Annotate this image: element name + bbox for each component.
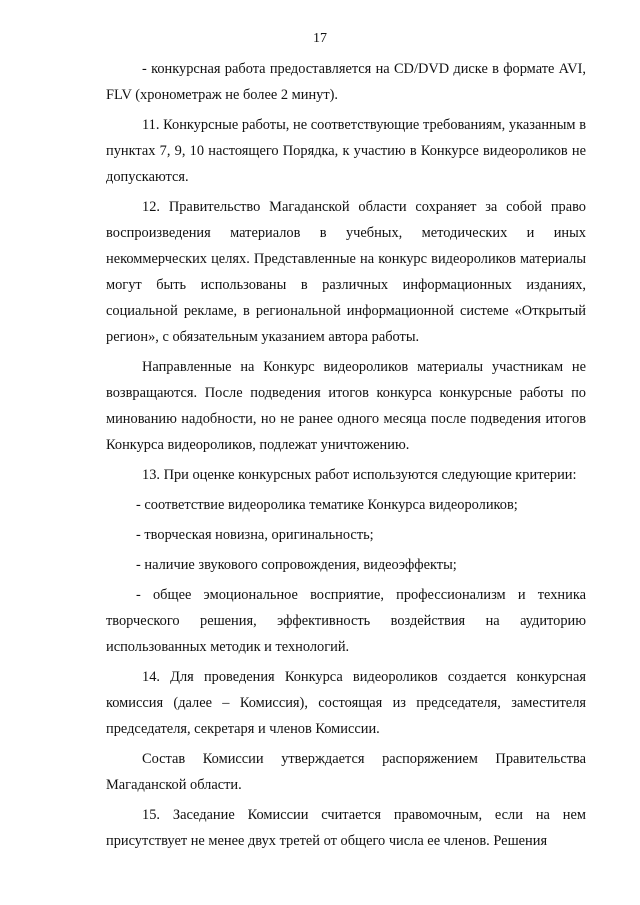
paragraph-media-format: - конкурсная работа предоставляется на CD/DVD диске в формате AVI, FLV (хронометраж не более 2 минут). [106,61,586,103]
paragraph-13: 13. При оценке конкурсных работ используются следующие критерии: [142,467,577,483]
criteria-item-perception: - общее эмоциональное восприятие, профессионализм и техника творческого решения, эффективность воздействия на аудиторию использованных методик и технологий. [106,587,586,655]
paragraph-15: 15. Заседание Комиссии считается правомочным, если на нем присутствует не менее двух третей от общего числа ее членов. Решения [106,807,586,849]
paragraph-12: 12. Правительство Магаданской области сохраняет за собой право воспроизведения материалов в учебных, методических и иных некоммерческих целях. Представленные на конкурс видеороликов материалы могут быть использованы в различных информационных изданиях, социальной рекламе, в региональной информационной системе «Открытый регион», с обязательным указанием автора работы. [106,199,586,345]
paragraph-commission-composition: Состав Комиссии утверждается распоряжением Правительства Магаданской области. [106,751,586,793]
paragraph-11: 11. Конкурсные работы, не соответствующие требованиям, указанным в пунктах 7, 9, 10 настоящего Порядка, к участию в Конкурсе видеороликов не допускаются. [106,117,586,185]
document-body [106,56,586,854]
criteria-item-sound: - наличие звукового сопровождения, видеоэффекты; [136,557,457,573]
paragraph-14: 14. Для проведения Конкурса видеороликов создается конкурсная комиссия (далее – Комиссия), состоящая из председателя, заместителя председателя, секретаря и членов Комиссии. [106,669,586,737]
paragraph-materials-return: Направленные на Конкурс видеороликов материалы участникам не возвращаются. После подведения итогов конкурса конкурсные работы по минованию надобности, но не ранее одного месяца после подведения итогов Конкурса видеороликов, подлежат уничтожению. [106,359,586,453]
criteria-item-theme: - соответствие видеоролика тематике Конкурса видеороликов; [136,497,518,513]
page-number: 17 [313,31,327,46]
criteria-item-novelty: - творческая новизна, оригинальность; [136,527,374,543]
